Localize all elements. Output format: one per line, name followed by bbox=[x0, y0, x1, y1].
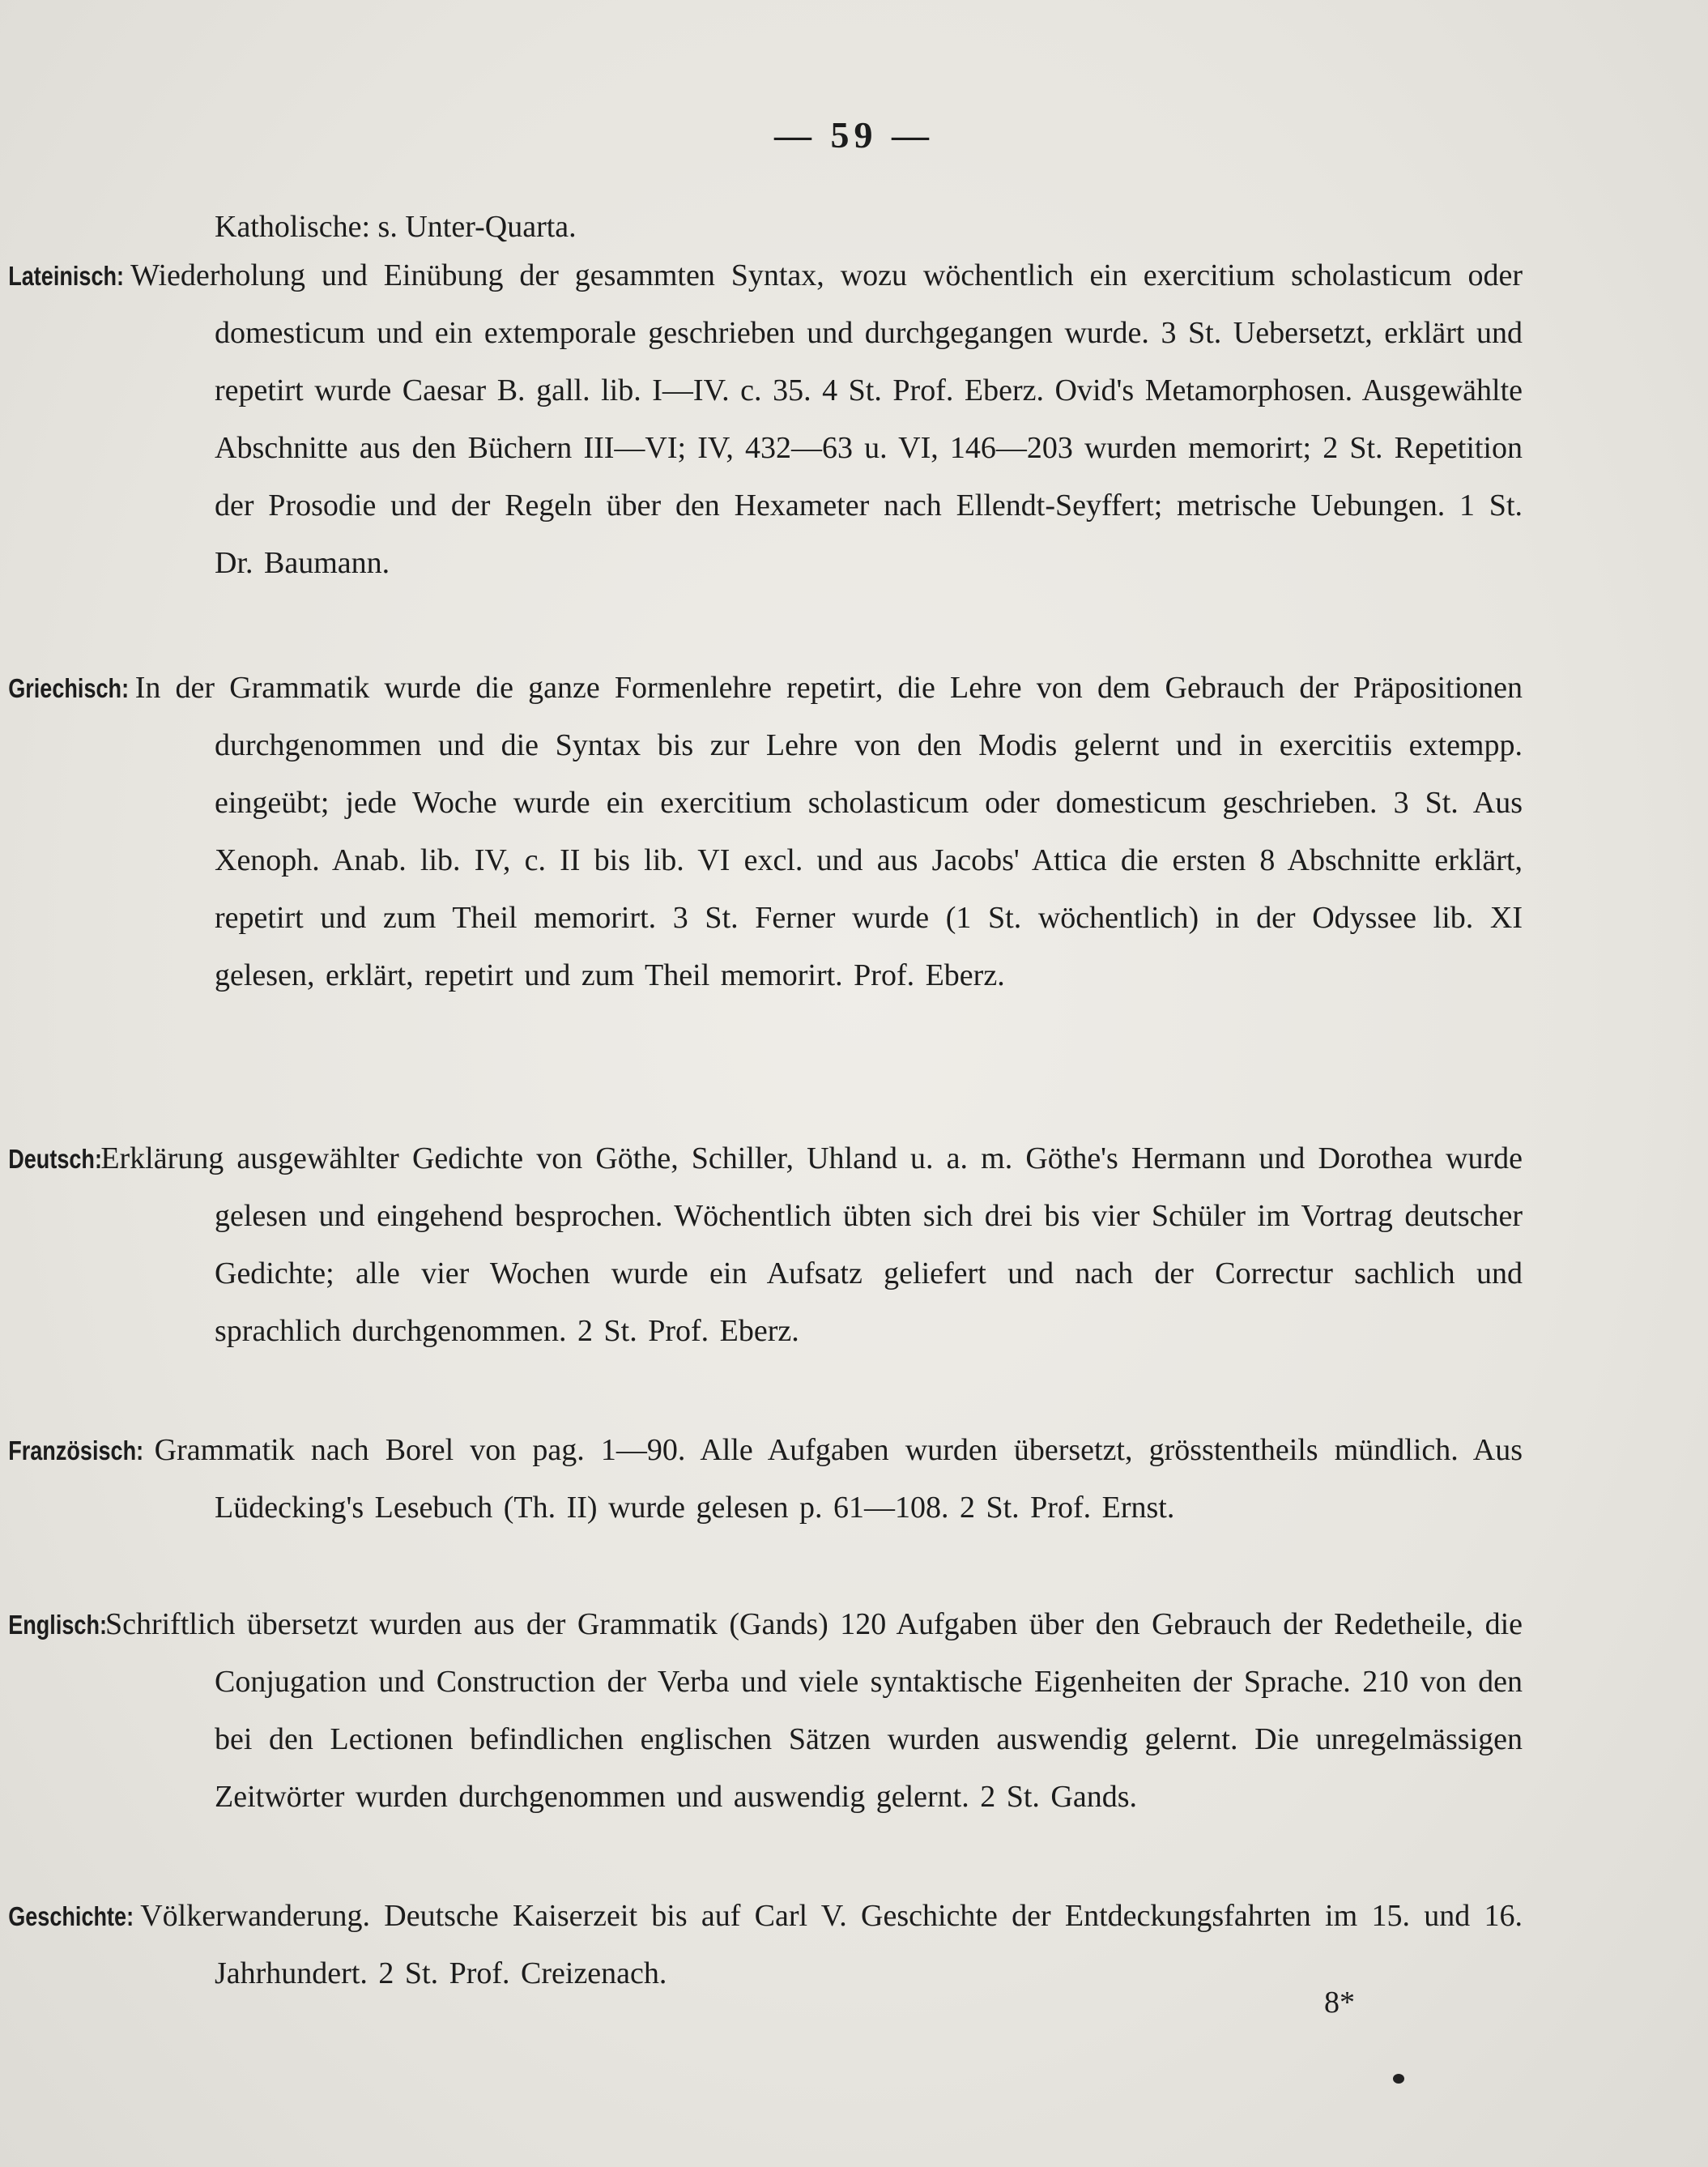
section-lateinisch bbox=[8, 247, 1523, 592]
section-text: Wiederholung und Einübung der gesammten Syntax, wozu wöchentlich ein exercitium scholasticum oder domesticum und ein extemporale geschrieben und durchgegangen wurde. 3 St. Uebersetzt, erklärt und repetirt wurde Caesar B. gall. lib. I—IV. c. 35. 4 St. Prof. Eberz. Ovid's Metamorphosen. Ausgewählte Abschnitte aus den Büchern III—VI; IV, 432—63 u. VI, 146—203 wurden memorirt; 2 St. Repetition der Prosodie und der Regeln über den Hexameter nach Ellendt-Seyffert; metrische Uebungen. 1 St. Dr. Baumann. bbox=[130, 258, 1523, 580]
section-label: Deutsch: bbox=[8, 1144, 102, 1174]
section-text: Grammatik nach Borel von pag. 1—90. Alle Aufgaben wurden übersetzt, grösstentheils mündlich. Aus Lüdecking's Lesebuch (Th. II) wurde gelesen p. 61—108. 2 St. Prof. Ernst. bbox=[154, 1433, 1523, 1525]
signature-mark: 8* bbox=[1324, 1986, 1355, 2020]
section-text: Völkerwanderung. Deutsche Kaiserzeit bis auf Carl V. Geschichte der Entdeckungsfahrten im 15. und 16. Jahrhundert. 2 St. Prof. Creizenach. bbox=[140, 1899, 1523, 1990]
section-text: Schriftlich übersetzt wurden aus der Grammatik (Gands) 120 Aufgaben über den Gebrauch der Redetheile, die Conjugation und Construction der Verba und viele syntaktische Eigenheiten der Sprache. 210 von den bei den Lectionen befindlichen englischen Sätzen wurden auswendig gelernt. Die unregelmässigen Zeitwörter wurden durchgenommen und auswendig gelernt. 2 St. Gands. bbox=[104, 1607, 1523, 1814]
section-geschichte bbox=[8, 1888, 1523, 2003]
section-deutsch bbox=[8, 1130, 1523, 1360]
ink-spot bbox=[1393, 2074, 1404, 2084]
section-label: Griechisch: bbox=[8, 673, 130, 703]
page-number-header: — 59 — bbox=[774, 114, 934, 156]
section-griechisch bbox=[8, 659, 1523, 1005]
section-label: Lateinisch: bbox=[8, 261, 125, 291]
section-text: Erklärung ausgewählter Gedichte von Göthe, Schiller, Uhland u. a. m. Göthe's Hermann und Dorothea wurde gelesen und eingehend besprochen. Wöchentlich übten sich drei bis vier Schüler im Vortrag deutscher Gedichte; alle vier Wochen wurde ein Aufsatz geliefert und nach der Correctur sachlich und sprachlich durchgenommen. 2 St. Prof. Eberz. bbox=[100, 1141, 1523, 1348]
section-englisch bbox=[8, 1596, 1523, 1826]
section-label: Englisch: bbox=[8, 1610, 107, 1640]
section-franzoesisch bbox=[8, 1422, 1523, 1537]
section-label: Französisch: bbox=[8, 1435, 144, 1465]
intro-line: Katholische: s. Unter-Quarta. bbox=[215, 210, 577, 244]
section-text: In der Grammatik wurde die ganze Formenlehre repetirt, die Lehre von dem Gebrauch der Präpositionen durchgenommen und die Syntax bis zur Lehre von den Modis gelernt und in exercitiis extempp. eingeübt; jede Woche wurde ein exercitium scholasticum oder domesticum geschrieben. 3 St. Aus Xenoph. Anab. lib. IV, c. II bis lib. VI excl. und aus Jacobs' Attica die ersten 8 Abschnitte erklärt, repetirt und zum Theil memorirt. 3 St. Ferner wurde (1 St. wöchentlich) in der Odyssee lib. XI gelesen, erklärt, repetirt und zum Theil memorirt. Prof. Eberz. bbox=[134, 671, 1523, 992]
section-label: Geschichte: bbox=[8, 1901, 134, 1931]
